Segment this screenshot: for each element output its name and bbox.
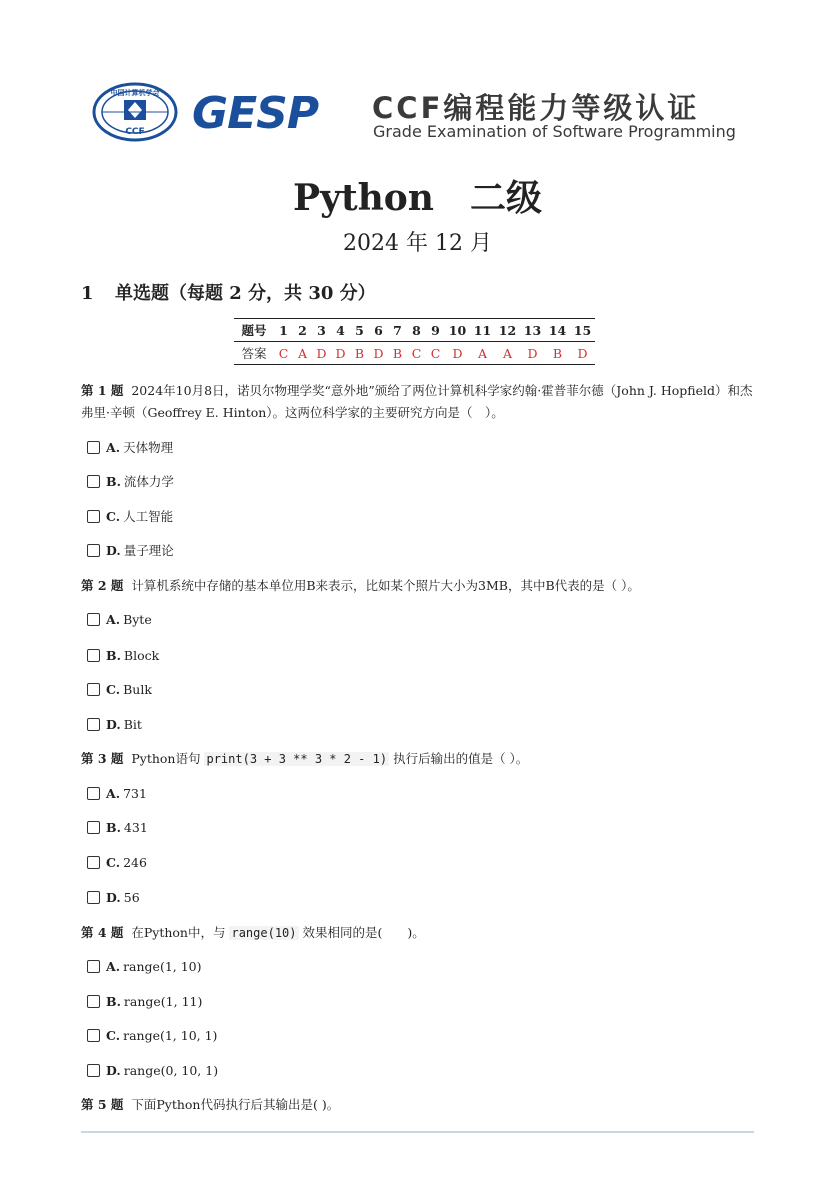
question-1	[81, 380, 761, 424]
exam-title: Python 二级	[293, 177, 542, 219]
option-key: B.	[106, 820, 121, 835]
answer-value: A	[470, 342, 495, 365]
question-number: 14	[545, 319, 570, 342]
question-text-post: 执行后输出的值是（ ）。	[393, 751, 529, 766]
answer-value: C	[407, 342, 426, 365]
option-text: 天体物理	[123, 440, 174, 455]
option-text: Byte	[123, 612, 152, 627]
option-key: B.	[106, 994, 121, 1009]
question-number: 6	[369, 319, 388, 342]
checkbox-icon[interactable]	[87, 510, 100, 523]
ccf-logo	[92, 82, 178, 142]
option-key: B.	[106, 474, 121, 489]
question-label: 第 1 题	[81, 383, 124, 398]
option-key: C.	[106, 1028, 121, 1043]
option-key: D.	[106, 890, 121, 905]
option-3b[interactable]	[87, 819, 148, 837]
option-key: A.	[106, 612, 121, 627]
option-2a[interactable]	[87, 611, 152, 629]
option-text: Block	[123, 648, 160, 663]
checkbox-icon[interactable]	[87, 787, 100, 800]
option-text: range(0, 10, 1)	[123, 1063, 219, 1078]
answer-value: D	[570, 342, 595, 365]
question-number: 9	[426, 319, 445, 342]
answer-table-answer-row	[234, 342, 595, 365]
answer-value: B	[545, 342, 570, 365]
option-4d[interactable]	[87, 1062, 218, 1080]
answer-table-header-row	[234, 319, 595, 342]
option-key: C.	[106, 682, 121, 697]
question-text-post: 效果相同的是( )。	[302, 925, 425, 940]
question-label: 第 2 题	[81, 578, 124, 593]
option-1b[interactable]	[87, 473, 174, 491]
option-text: 流体力学	[123, 474, 174, 489]
question-number: 11	[470, 319, 495, 342]
question-number: 4	[331, 319, 350, 342]
footer-divider	[81, 1131, 754, 1133]
question-2	[81, 575, 761, 597]
answer-table	[234, 318, 595, 365]
exam-date: 2024 年 12 月	[343, 231, 492, 256]
question-text: 计算机系统中存储的基本单位用B来表示，比如某个照片大小为3MB，其中B代表的是（ ）。	[131, 578, 640, 593]
answer-value: D	[445, 342, 470, 365]
ccf-logo-text-top: 中国计算机学会	[110, 89, 160, 97]
certification-title-en: Grade Examination of Software Programming	[373, 122, 736, 141]
option-3a[interactable]	[87, 785, 147, 803]
option-key: A.	[106, 959, 121, 974]
option-text: range(1, 10)	[123, 959, 202, 974]
question-text: 2024年10月8日，诺贝尔物理学奖“意外地”颁给了两位计算机科学家约翰·霍普菲尔德（John J. Hopfield）和杰	[131, 383, 753, 398]
question-label: 第 5 题	[81, 1097, 124, 1112]
certification-title-cn: CCF编程能力等级认证	[372, 91, 700, 125]
question-label: 第 4 题	[81, 925, 124, 940]
question-text: 下面Python代码执行后其输出是( )。	[131, 1097, 340, 1112]
answer-value: C	[426, 342, 445, 365]
checkbox-icon[interactable]	[87, 683, 100, 696]
answer-value: D	[312, 342, 331, 365]
section-number: 1	[81, 283, 94, 304]
question-number: 2	[293, 319, 312, 342]
checkbox-icon[interactable]	[87, 544, 100, 557]
option-1c[interactable]	[87, 508, 173, 526]
option-key: D.	[106, 1063, 121, 1078]
checkbox-icon[interactable]	[87, 649, 100, 662]
option-2c[interactable]	[87, 681, 152, 699]
question-number: 15	[570, 319, 595, 342]
question-number: 10	[445, 319, 470, 342]
question-number: 7	[388, 319, 407, 342]
option-text: range(1, 11)	[123, 994, 203, 1009]
checkbox-icon[interactable]	[87, 718, 100, 731]
option-4c[interactable]	[87, 1027, 217, 1045]
question-number: 8	[407, 319, 426, 342]
option-key: D.	[106, 543, 121, 558]
option-text: 56	[123, 890, 140, 905]
question-4	[81, 922, 761, 944]
option-4a[interactable]	[87, 958, 202, 976]
option-text: range(1, 10, 1)	[123, 1028, 218, 1043]
option-text: Bit	[123, 717, 142, 732]
answer-value: A	[293, 342, 312, 365]
option-text: 246	[123, 855, 147, 870]
exam-header	[92, 82, 752, 144]
checkbox-icon[interactable]	[87, 856, 100, 869]
section-title: 单选题（每题 2 分，共 30 分）	[115, 283, 376, 304]
option-3c[interactable]	[87, 854, 147, 872]
option-key: B.	[106, 648, 121, 663]
answer-value: D	[520, 342, 545, 365]
checkbox-icon[interactable]	[87, 995, 100, 1008]
checkbox-icon[interactable]	[87, 891, 100, 904]
header-label: 题号	[234, 319, 274, 342]
option-text: 量子理论	[123, 543, 174, 558]
section-heading	[81, 279, 376, 305]
option-text: Bulk	[123, 682, 152, 697]
option-4b[interactable]	[87, 993, 202, 1011]
option-text: 人工智能	[123, 509, 174, 524]
answer-value: D	[369, 342, 388, 365]
ccf-logo-text-bottom: CCF	[125, 127, 145, 137]
checkbox-icon[interactable]	[87, 441, 100, 454]
checkbox-icon[interactable]	[87, 613, 100, 626]
question-label: 第 3 题	[81, 751, 124, 766]
question-text-pre: Python语句	[131, 751, 201, 766]
question-number: 1	[274, 319, 293, 342]
question-3	[81, 748, 761, 770]
code-snippet: range(10)	[231, 926, 297, 940]
question-number: 12	[495, 319, 520, 342]
checkbox-icon[interactable]	[87, 1064, 100, 1077]
option-text: 431	[123, 820, 148, 835]
answer-label: 答案	[234, 342, 274, 365]
answer-value: B	[388, 342, 407, 365]
option-key: C.	[106, 509, 121, 524]
option-text: 731	[123, 786, 147, 801]
answer-value: D	[331, 342, 350, 365]
checkbox-icon[interactable]	[87, 960, 100, 973]
option-key: A.	[106, 786, 121, 801]
gesp-logo: GESP	[192, 88, 319, 139]
answer-value: A	[495, 342, 520, 365]
option-key: C.	[106, 855, 121, 870]
option-2d[interactable]	[87, 716, 142, 734]
question-number: 5	[350, 319, 369, 342]
option-1d[interactable]	[87, 542, 174, 560]
question-text-pre: 在Python中，与	[131, 925, 226, 940]
checkbox-icon[interactable]	[87, 475, 100, 488]
option-key: A.	[106, 440, 121, 455]
question-number: 3	[312, 319, 331, 342]
code-snippet: print(3 + 3 ** 3 * 2 - 1)	[206, 752, 388, 766]
option-key: D.	[106, 717, 121, 732]
question-number: 13	[520, 319, 545, 342]
option-2b[interactable]	[87, 647, 159, 665]
question-text-cont: 弗里·辛顿（Geoffrey E. Hinton）。这两位科学家的主要研究方向是（ ）。	[81, 405, 504, 420]
checkbox-icon[interactable]	[87, 1029, 100, 1042]
option-1a[interactable]	[87, 439, 173, 457]
answer-value: B	[350, 342, 369, 365]
checkbox-icon[interactable]	[87, 821, 100, 834]
option-3d[interactable]	[87, 889, 140, 907]
question-5	[81, 1094, 761, 1116]
answer-value: C	[274, 342, 293, 365]
